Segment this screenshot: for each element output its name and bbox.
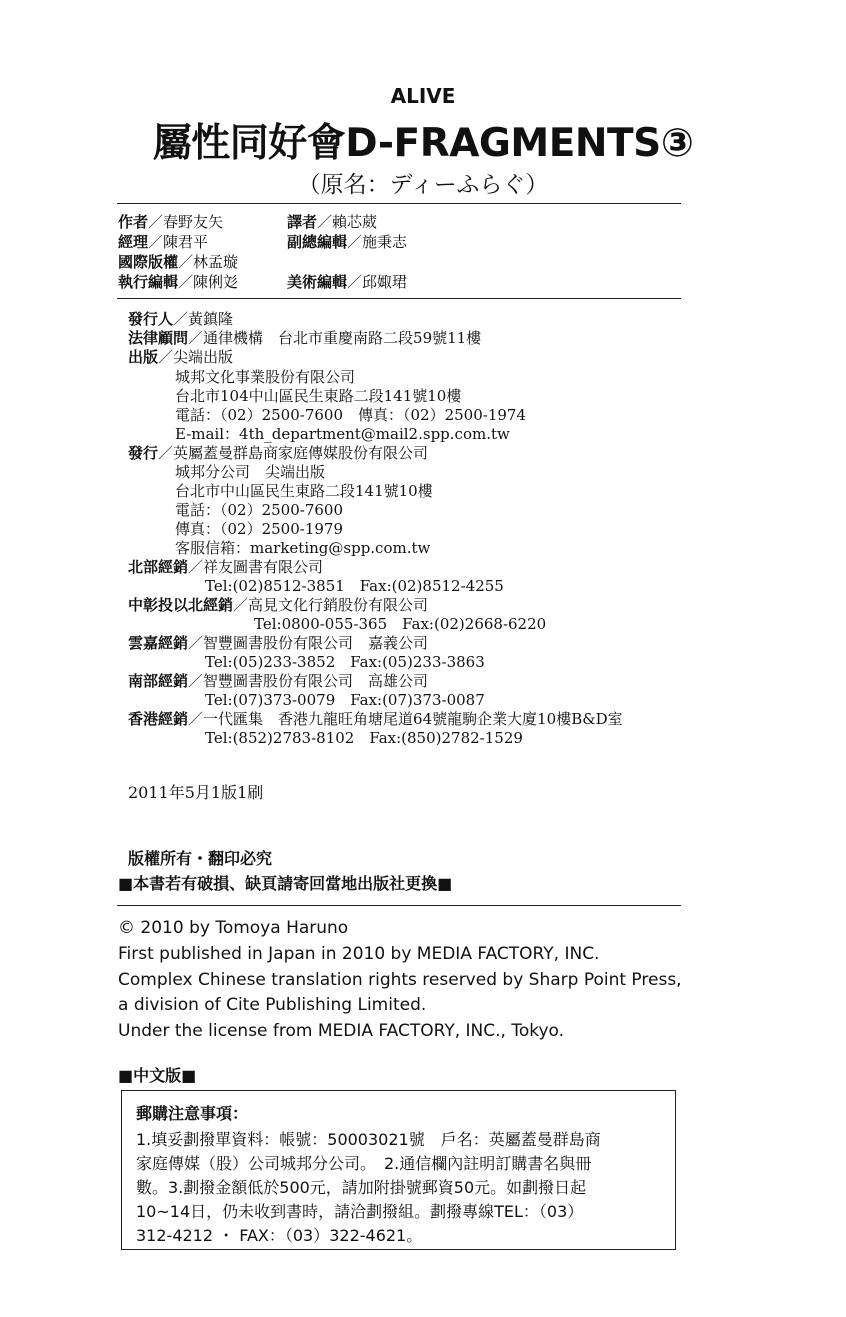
divider-english: [117, 905, 681, 906]
english-line: First published in Japan in 2010 by MEDIA FACTORY, INC.: [118, 944, 600, 964]
issuer-line: 發行人／黃鎮隆: [128, 310, 234, 328]
mail-order-line: 1.填妥劃撥單資料：帳號：50003021號 戶名：英屬蓋曼群島商: [136, 1130, 601, 1149]
replacement-notice: ■本書若有破損、缺頁請寄回當地出版社更換■: [118, 874, 453, 893]
publishing-address: 台北市104中山區民生東路二段141號10樓: [175, 387, 462, 405]
divider-top: [117, 203, 681, 204]
credit-author: 作者／春野友矢: [118, 213, 224, 231]
hongkong-contact: Tel:(852)2783-8102 Fax:(850)2782-1529: [205, 729, 523, 747]
mail-order-line: 數。3.劃撥金額低於500元，請加附掛號郵資50元。如劃撥日起: [136, 1178, 587, 1197]
chinese-edition-label: ■中文版■: [118, 1066, 197, 1085]
south-contact: Tel:(07)373-0079 Fax:(07)373-0087: [205, 691, 485, 709]
credit-translator: 譯者／賴芯葳: [287, 213, 378, 231]
credit-deputy-editor: 副總編輯／施秉志: [287, 233, 408, 251]
divider-credits: [117, 298, 681, 299]
distribution-service-email: 客服信箱：marketing@spp.com.tw: [175, 539, 431, 557]
english-line: a division of Cite Publishing Limited.: [118, 995, 427, 1015]
mail-order-line: 10~14日，仍未收到書時，請洽劃撥組。劃撥專線TEL：（03）: [136, 1202, 584, 1221]
credit-exec-editor: 執行編輯／陳俐彣: [118, 273, 239, 291]
mail-order-line: 312-4212 ・ FAX：（03）322-4621。: [136, 1226, 423, 1245]
edition-info: 2011年5月1版1刷: [128, 783, 264, 802]
hongkong-distributor: 香港經銷／一代匯集 香港九龍旺角塘尾道64號龍駒企業大廈10樓B&D室: [128, 710, 623, 728]
credit-art-editor: 美術編輯／邱娵珺: [287, 273, 408, 291]
central-north-distributor: 中彰投以北經銷／高見文化行銷股份有限公司: [128, 596, 429, 614]
distribution-fax: 傳真：（02）2500-1979: [175, 520, 344, 538]
yunjia-distributor: 雲嘉經銷／智豐圖書股份有限公司 嘉義公司: [128, 634, 429, 652]
publishing-email: E-mail：4th_department@mail2.spp.com.tw: [175, 425, 510, 443]
publishing-phone: 電話：（02）2500-7600 傳真：（02）2500-1974: [175, 406, 527, 424]
series-name: ALIVE: [390, 84, 456, 108]
english-line: Complex Chinese translation rights reserved by Sharp Point Press,: [118, 970, 682, 990]
publishing-line: 出版／尖端出版: [128, 348, 234, 366]
distribution-line: 發行／英屬蓋曼群島商家庭傳媒股份有限公司: [128, 444, 429, 462]
credit-rights: 國際版權／林孟璇: [118, 253, 239, 271]
central-north-contact: Tel:0800-055-365 Fax:(02)2668-6220: [254, 615, 547, 633]
north-contact: Tel:(02)8512-3851 Fax:(02)8512-4255: [205, 577, 504, 595]
mail-order-line: 家庭傳媒（股）公司城邦分公司。 2.通信欄內註明訂購書名與冊: [136, 1154, 592, 1173]
original-title: （原名：ディーふらぐ）: [297, 172, 549, 198]
south-distributor: 南部經銷／智豐圖書股份有限公司 高雄公司: [128, 672, 429, 690]
legal-line: 法律顧問／通律機構 台北市重慶南路二段59號11樓: [128, 329, 482, 347]
copyright-notice: 版權所有・翻印必究: [128, 849, 273, 868]
publishing-company: 城邦文化事業股份有限公司: [175, 368, 356, 386]
english-line: Under the license from MEDIA FACTORY, INC., Tokyo.: [118, 1021, 565, 1041]
distribution-branch: 城邦分公司 尖端出版: [175, 463, 326, 481]
north-distributor: 北部經銷／祥友圖書有限公司: [128, 558, 324, 576]
distribution-phone: 電話：（02）2500-7600: [175, 501, 344, 519]
distribution-address: 台北市中山區民生東路二段141號10樓: [175, 482, 433, 500]
english-line: © 2010 by Tomoya Haruno: [118, 918, 349, 938]
book-title: 屬性同好會D-FRAGMENTS③: [152, 121, 694, 166]
yunjia-contact: Tel:(05)233-3852 Fax:(05)233-3863: [205, 653, 485, 671]
mail-order-heading: 郵購注意事項：: [136, 1104, 249, 1123]
credit-manager: 經理／陳君平: [118, 233, 209, 251]
